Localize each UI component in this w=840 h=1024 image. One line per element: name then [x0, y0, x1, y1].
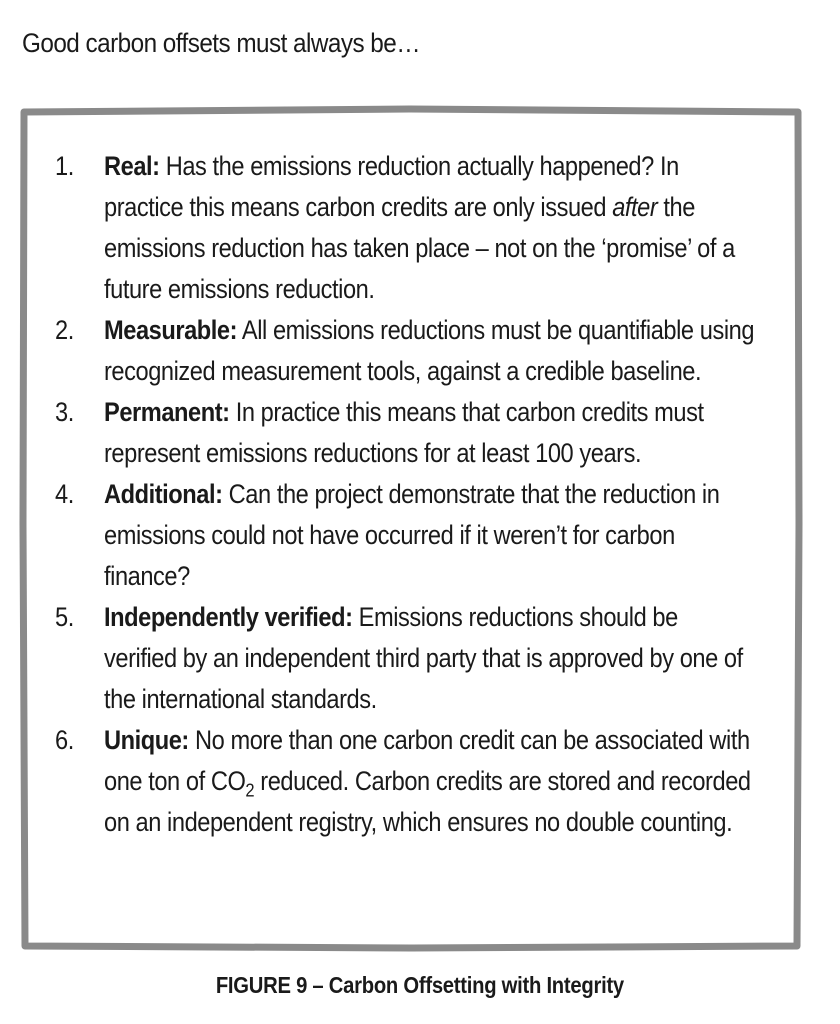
criterion-text-end: the emissions reduction has taken place – not on the ‘promise’ of a future emissions reduction. — [104, 192, 735, 304]
criterion-additional — [55, 474, 755, 597]
criterion-text-end: reduced. Carbon credits are stored and recorded on an independent registry, which ensures no double counting. — [104, 766, 751, 837]
criteria-list — [55, 146, 755, 843]
criterion-text: No more than one carbon credit can be associated with one ton of CO — [104, 725, 750, 796]
criterion-text: Emissions reductions should be verified by an independent third party that is approved by one of the international standards. — [104, 602, 743, 714]
criterion-text: Can the project demonstrate that the reduction in emissions could not have occurred if it weren’t for carbon finance? — [104, 479, 720, 591]
criterion-real — [55, 146, 755, 310]
figure-caption — [0, 972, 840, 999]
criterion-permanent — [55, 392, 755, 474]
criterion-text: Has the emissions reduction actually happened? In practice this means carbon credits are only issued — [104, 151, 679, 222]
criterion-number: 2. — [55, 315, 74, 345]
co2-subscript: 2 — [245, 780, 255, 802]
criterion-measurable — [55, 310, 755, 392]
criterion-number: 6. — [55, 725, 74, 755]
intro-text: Good carbon offsets must always be… — [22, 28, 421, 58]
criterion-text: In practice this means that carbon credits must represent emissions reductions for at least 100 years. — [104, 397, 704, 468]
criterion-emphasis: after — [612, 192, 658, 222]
criterion-number: 4. — [55, 479, 74, 509]
criterion-term: Measurable: — [104, 315, 238, 345]
criterion-text: All emissions reductions must be quantifiable using recognized measurement tools, against a credible baseline. — [104, 315, 755, 386]
criterion-term: Real: — [104, 151, 160, 181]
criterion-term: Unique: — [104, 725, 189, 755]
criterion-term: Additional: — [104, 479, 223, 509]
figure-caption-text: FIGURE 9 – Carbon Offsetting with Integrity — [215, 972, 625, 998]
criterion-independently-verified — [55, 597, 755, 720]
criteria-box — [18, 104, 804, 952]
criterion-number: 1. — [55, 151, 74, 181]
criterion-unique — [55, 720, 755, 843]
criterion-number: 3. — [55, 397, 74, 427]
criterion-number: 5. — [55, 602, 74, 632]
criterion-term: Permanent: — [104, 397, 230, 427]
criterion-term: Independently verified: — [104, 602, 353, 632]
